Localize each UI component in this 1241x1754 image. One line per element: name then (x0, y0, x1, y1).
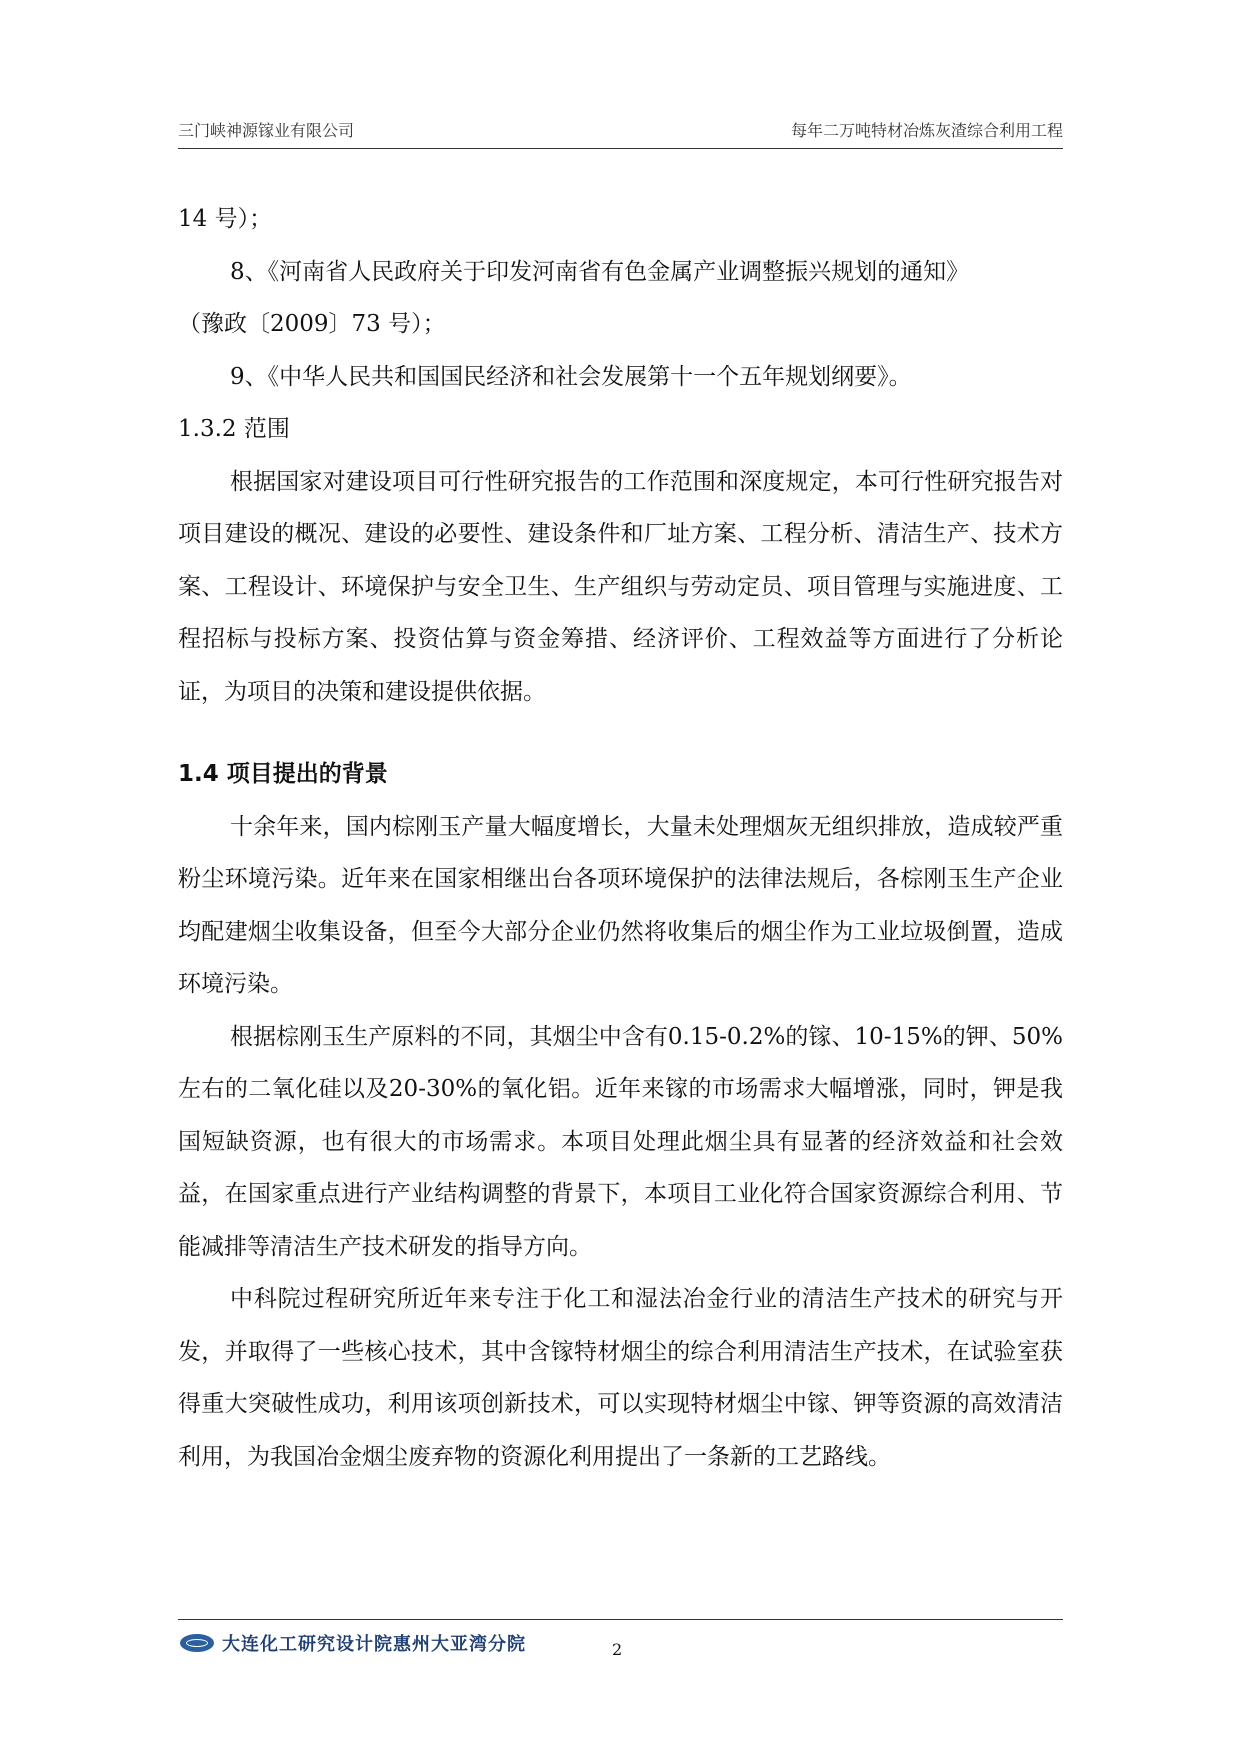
page-header (178, 118, 1063, 150)
section-spacer (178, 718, 1063, 748)
header-company: 三门峡神源镓业有限公司 (178, 121, 355, 140)
reference-item-8-number: （豫政〔2009〕73 号）； (178, 311, 446, 337)
section-heading-1-3-2: 1.3.2 范围 (178, 416, 290, 442)
section-heading-1-4: 1.4 项目提出的背景 (178, 761, 388, 787)
reference-item-8: 8、《河南省人民政府关于印发河南省有色金属产业调整振兴规划的通知》 (230, 258, 970, 285)
reference-item-9: 9、《中华人民共和国国民经济和社会发展第十一个五年规划纲要》。 (230, 363, 912, 390)
header-project-title: 每年二万吨特材冶炼灰渣综合利用工程 (790, 121, 1063, 140)
footer-institute-name: 大连化工研究设计院惠州大亚湾分院 (222, 1634, 526, 1655)
footer-logo (180, 1630, 526, 1656)
paragraph-continuation: 14 号）； (178, 206, 273, 232)
background-paragraph-1: 十余年来，国内棕刚玉产量大幅度增长，大量未处理烟灰无组织排放，造成较严重粉尘环境污染。近年来在国家相继出台各项环境保护的法律法规后，各棕刚玉生产企业均配建烟尘收集设备，但至今大部分企业仍然将收集后的烟尘作为工业垃圾倒置，造成环境污染。 (178, 813, 1063, 997)
scope-paragraph: 根据国家对建设项目可行性研究报告的工作范围和深度规定，本可行性研究报告对项目建设的概况、建设的必要性、建设条件和厂址方案、工程分析、清洁生产、技术方案、工程设计、环境保护与安全卫生、生产组织与劳动定员、项目管理与实施进度、工程招标与投标方案、投资估算与资金筹措、经济评价、工程效益等方面进行了分析论证，为项目的决策和建设提供依据。 (178, 468, 1063, 705)
footer-divider (178, 1619, 1063, 1620)
page-number: 2 (612, 1640, 623, 1659)
header-divider (178, 148, 1063, 149)
background-paragraph-2: 根据棕刚玉生产原料的不同，其烟尘中含有0.15-0.2%的镓、10-15%的钾、50%左右的二氧化硅以及20-30%的氧化铝。近年来镓的市场需求大幅增涨，同时，钾是我国短缺资源，也有很大的市场需求。本项目处理此烟尘具有显著的经济效益和社会效益，在国家重点进行产业结构调整的背景下，本项目工业化符合国家资源综合利用、节能减排等清洁生产技术研发的指导方向。 (178, 1023, 1063, 1260)
institute-logo-icon (180, 1634, 214, 1652)
background-paragraph-3: 中科院过程研究所近年来专注于化工和湿法冶金行业的清洁生产技术的研究与开发，并取得了一些核心技术，其中含镓特材烟尘的综合利用清洁生产技术，在试验室获得重大突破性成功，利用该项创新技术，可以实现特材烟尘中镓、钾等资源的高效清洁利用，为我国冶金烟尘废弃物的资源化利用提出了一条新的工艺路线。 (178, 1286, 1063, 1470)
page-body (178, 193, 1063, 1483)
